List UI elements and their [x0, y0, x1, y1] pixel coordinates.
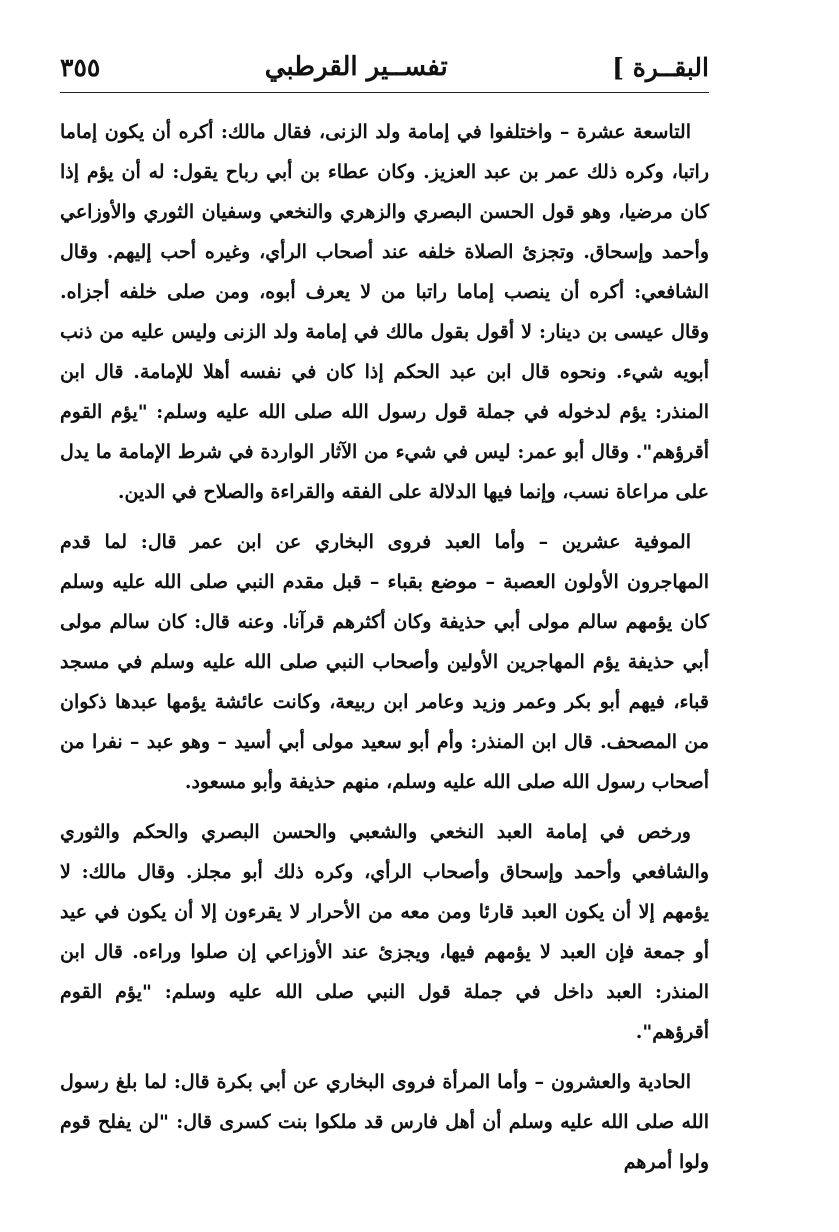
paragraph-slave-imam: ورخص في إمامة العبد النخعي والشعبي والحسن البصري والحكم والثوري والشافعي وأحمد وإسحاق وأصحاب الرأي، وكره ذلك أبو مجلز. وقال مالك: لا يؤمهم إلا أن يكون العبد قارئا ومن معه من الأحرار لا يقرءون إلا أن يكون في عيد أو جمعة فإن العبد لا يؤمهم فيها، ويجزئ عند الأوزاعي إن صلوا وراءه. قال ابن المنذر: العبد داخل في جملة قول النبي صلى الله عليه وسلم: "يؤم القوم أقرؤهم".	[60, 821, 709, 1043]
header-rule	[60, 92, 709, 93]
paragraph-21: الحادية والعشرون – وأما المرأة فروى البخاري عن أبي بكرة قال: لما بلغ رسول الله صلى الله عليه وسلم أن أهل فارس قد ملكوا بنت كسرى قال: "لن يفلح قوم ولوا أمرهم	[60, 1071, 709, 1173]
page-body	[60, 112, 709, 1192]
page-header	[60, 42, 709, 92]
paragraph-19: التاسعة عشرة – واختلفوا في إمامة ولد الزنى، فقال مالك: أكره أن يكون إماما راتبا، وكره ذلك عمر بن عبد العزيز. وكان عطاء بن أبي رباح يقول: له أن يؤم إذا كان مرضيا، وهو قول الحسن البصري والزهري والنخعي وسفيان الثوري والأوزاعي وأحمد وإسحاق. وتجزئ الصلاة خلفه عند أصحاب الرأي، وغيره أحب إليهم. وقال الشافعي: أكره أن ينصب إماما راتبا من لا يعرف أبوه، ومن صلى خلفه أجزاه. وقال عيسى بن دينار: لا أقول بقول مالك في إمامة ولد الزنى وليس عليه من ذنب أبويه شيء. ونحوه قال ابن عبد الحكم إذا كان في نفسه أهلا للإمامة. قال ابن المنذر: يؤم لدخوله في جملة قول رسول الله صلى الله عليه وسلم: "يؤم القوم أقرؤهم". وقال أبو عمر: ليس في شيء من الآثار الواردة في شرط الإمامة ما يدل على مراعاة نسب، وإنما فيها الدلالة على الفقه والقراءة والصلاح في الدين.	[60, 121, 709, 503]
book-title: تفســير القرطبي	[264, 52, 448, 82]
surah-name: البقــرة ]	[612, 52, 709, 82]
page-number: ٣٥٥	[60, 52, 101, 82]
paragraph-20: الموفية عشرين – وأما العبد فروى البخاري عن ابن عمر قال: لما قدم المهاجرون الأولون العصبة – موضع بقباء – قبل مقدم النبي صلى الله عليه وسلم كان يؤمهم سالم مولى أبي حذيفة وكان أكثرهم قرآنا. وعنه قال: كان سالم مولى أبي حذيفة يؤم المهاجرين الأولين وأصحاب النبي صلى الله عليه وسلم في مسجد قباء، فيهم أبو بكر وعمر وزيد وعامر ابن ربيعة، وكانت عائشة يؤمها عبدها ذكوان من المصحف. قال ابن المنذر: وأم أبو سعيد مولى أبي أسيد – وهو عبد – نفرا من أصحاب رسول الله صلى الله عليه وسلم، منهم حذيفة وأبو مسعود.	[60, 531, 709, 793]
